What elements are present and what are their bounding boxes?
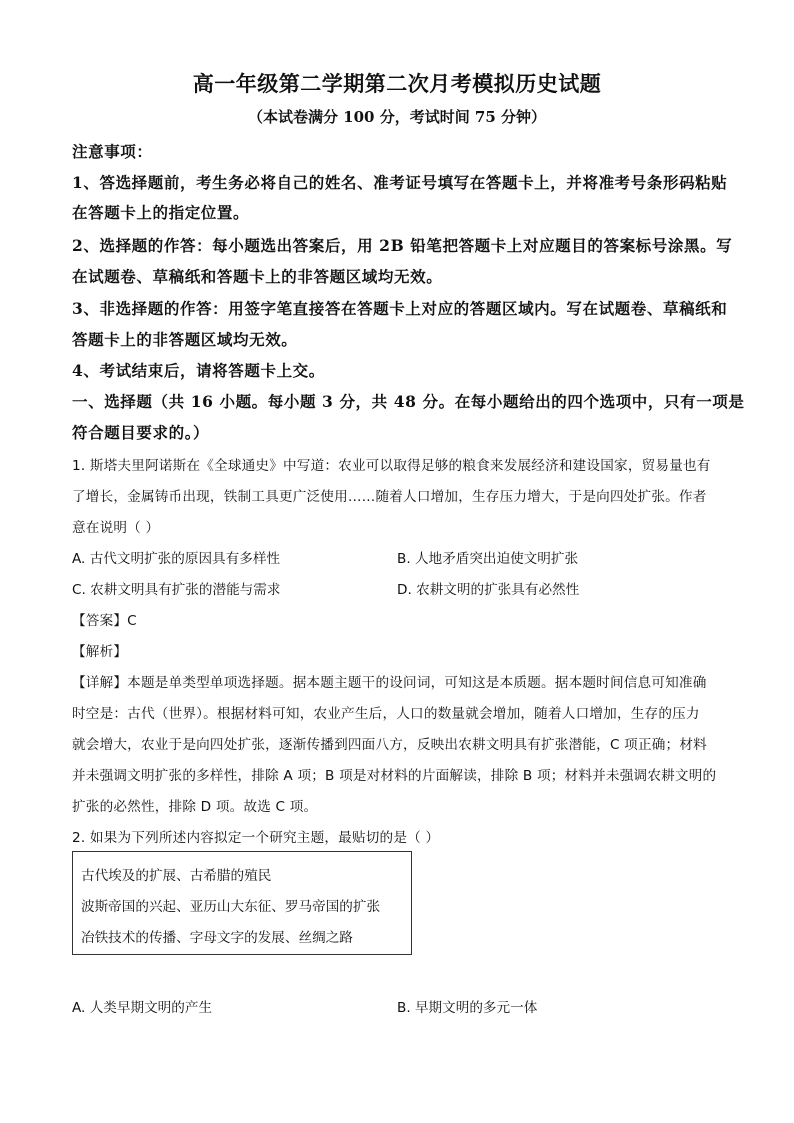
q1-option-b: B. 人地矛盾突出迫使文明扩张 (397, 551, 579, 567)
q1-detail-line: 就会增大，农业于是向四处扩张，逐渐传播到四面八方，反映出农耕文明具有扩张潜能，C 项正确；材料 (72, 737, 707, 753)
q2-stem: 2. 如果为下列所述内容拟定一个研究主题，最贴切的是（ ） (72, 830, 440, 846)
q1-detail-line: 【详解】本题是单类型单项选择题。据本题主题干的设问词，可知这是本质题。据本题时间信息可知准确 (72, 675, 707, 691)
note-line: 3、非选择题的作答：用签字笔直接答在答题卡上对应的答题区域内。写在试题卷、草稿纸和 (72, 299, 728, 318)
q1-option-a: A. 古代文明扩张的原因具有多样性 (72, 551, 281, 567)
note-line: 4、考试结束后，请将答题卡上交。 (72, 361, 325, 380)
q1-analysis-label: 【解析】 (72, 644, 128, 660)
q1-stem-line: 意在说明（ ） (72, 520, 160, 536)
note-line: 在答题卡上的指定位置。 (72, 203, 250, 222)
q1-answer: 【答案】C (72, 613, 137, 629)
q1-option-c: C. 农耕文明具有扩张的潜能与需求 (72, 582, 281, 598)
q2-option-a: A. 人类早期文明的产生 (72, 1000, 213, 1016)
q2-material-line: 波斯帝国的兴起、亚历山大东征、罗马帝国的扩张 (81, 899, 381, 915)
section-heading: 符合题目要求的。） (72, 423, 210, 442)
note-line: 在试题卷、草稿纸和答题卡上的非答题区域均无效。 (72, 267, 443, 286)
note-line: 2、选择题的作答：每小题选出答案后，用 2B 铅笔把答题卡上对应题目的答案标号涂黑。写 (72, 236, 733, 255)
section-heading: 一、选择题（共 16 小题。每小题 3 分，共 48 分。在每小题给出的四个选项中，只有一项是 (72, 392, 745, 411)
q1-stem-line: 1. 斯塔夫里阿诺斯在《全球通史》中写道：农业可以取得足够的粮食来发展经济和建设国家，贸易量也有 (72, 458, 711, 474)
q1-option-d: D. 农耕文明的扩张具有必然性 (397, 582, 580, 598)
note-line: 答题卡上的非答题区域均无效。 (72, 330, 298, 349)
q1-detail-line: 时空是：古代（世界）。根据材料可知，农业产生后，人口的数量就会增加，随着人口增加，生存的压力 (72, 706, 700, 722)
q2-material-line: 冶铁技术的传播、字母文字的发展、丝绸之路 (81, 930, 353, 946)
q1-stem-line: 了增长，金属铸币出现，铁制工具更广泛使用……随着人口增加，生存压力增大，于是向四处扩张。作者 (72, 489, 707, 505)
q1-detail-line: 并未强调文明扩张的多样性，排除 A 项；B 项是对材料的片面解读，排除 B 项；材料并未强调农耕文明的 (72, 768, 717, 784)
page-title: 高一年级第二学期第二次月考模拟历史试题 (192, 71, 602, 96)
q1-detail-line: 扩张的必然性，排除 D 项。故选 C 项。 (72, 799, 318, 815)
notes-heading: 注意事项： (72, 142, 153, 161)
note-line: 1、答选择题前，考生务必将自己的姓名、准考证号填写在答题卡上，并将准考号条形码粘贴 (72, 173, 728, 192)
q2-material-line: 古代埃及的扩展、古希腊的殖民 (81, 868, 272, 884)
page-subtitle: （本试卷满分 100 分，考试时间 75 分钟） (247, 108, 547, 126)
q2-option-b: B. 早期文明的多元一体 (397, 1000, 538, 1016)
q2-material-box (72, 851, 412, 955)
